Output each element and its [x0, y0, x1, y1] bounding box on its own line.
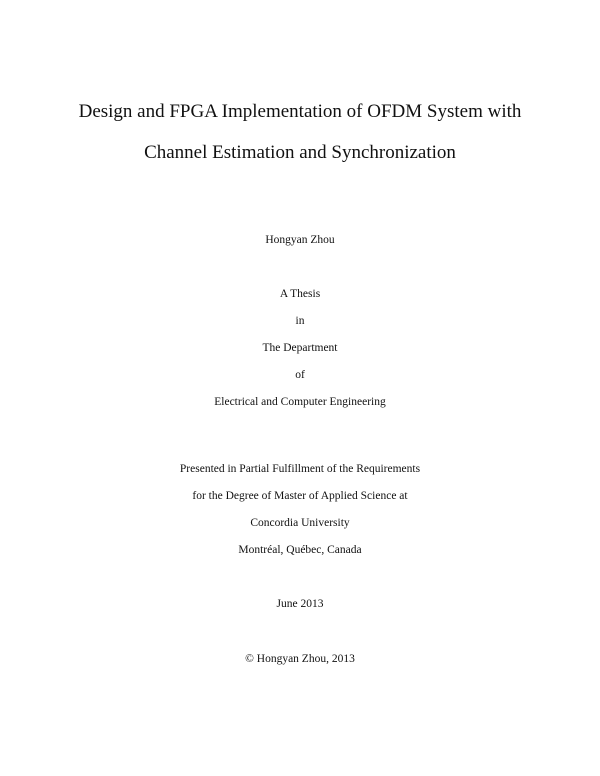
- department-of: of: [295, 369, 305, 381]
- thesis-label: A Thesis: [279, 288, 321, 300]
- university-location: Montréal, Québec, Canada: [238, 544, 362, 556]
- thesis-title-line-1: Design and FPGA Implementation of OFDM System with: [78, 101, 522, 122]
- thesis-title-line-2: Channel Estimation and Synchronization: [144, 142, 456, 163]
- department-label: The Department: [262, 342, 338, 354]
- fulfillment-line-2: for the Degree of Master of Applied Science at: [192, 490, 408, 502]
- fulfillment-line-1: Presented in Partial Fulfillment of the Requirements: [179, 463, 421, 475]
- department-name: Electrical and Computer Engineering: [214, 396, 386, 408]
- thesis-in: in: [295, 315, 305, 327]
- submission-date: June 2013: [276, 598, 324, 610]
- university-name: Concordia University: [250, 517, 350, 529]
- copyright-notice: © Hongyan Zhou, 2013: [245, 653, 355, 665]
- author-name: Hongyan Zhou: [265, 234, 335, 246]
